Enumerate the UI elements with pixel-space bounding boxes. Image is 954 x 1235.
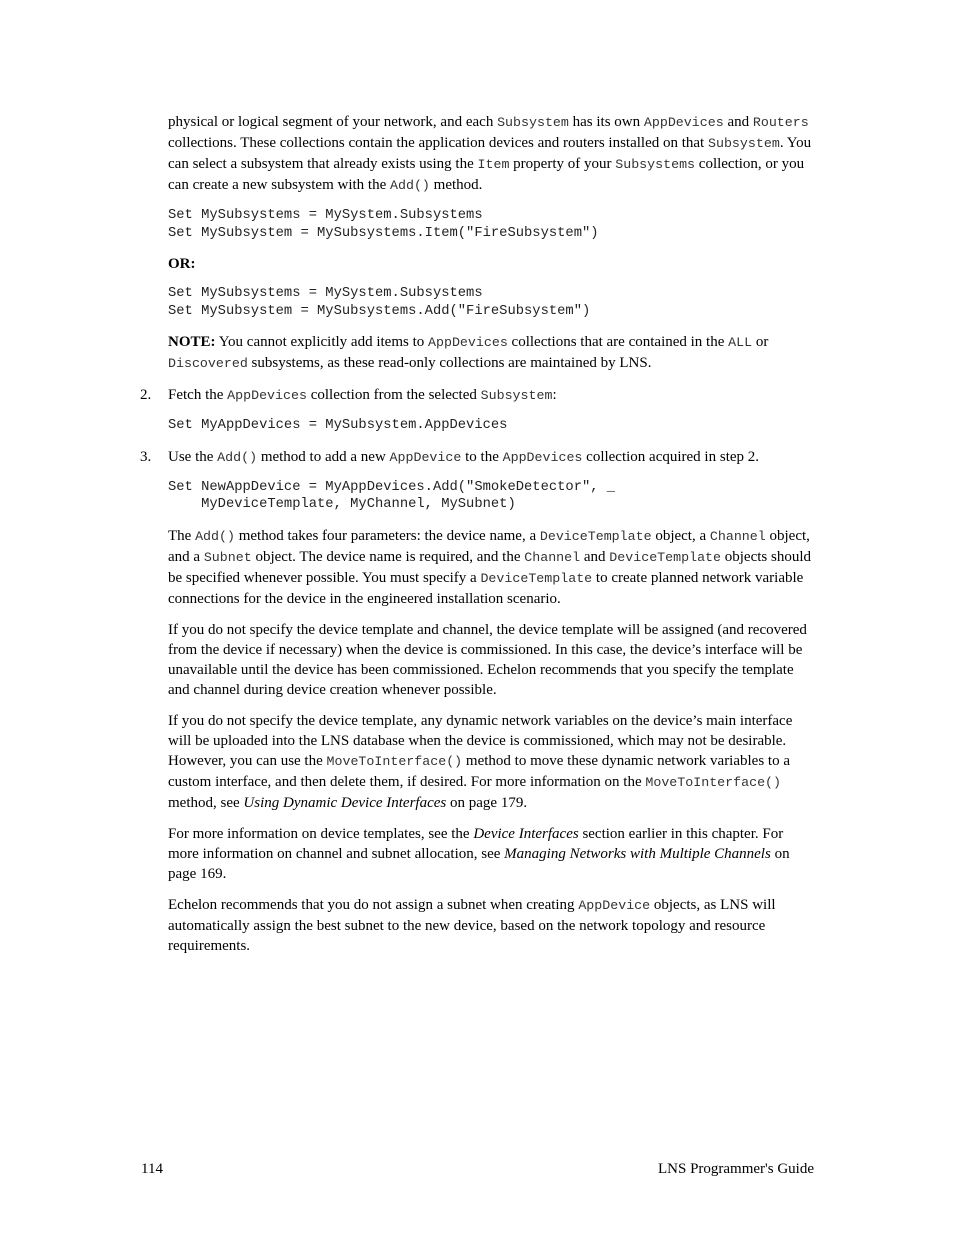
cross-reference: Device Interfaces [473, 825, 579, 842]
page-number: 114 [141, 1161, 163, 1177]
text: object, a [651, 527, 710, 544]
text: collections. These collections contain the application devices and routers installed on that [168, 135, 708, 151]
text: The [168, 527, 196, 544]
step-2-text [168, 385, 814, 406]
text: Echelon recommends that you do not assign a subnet when creating [168, 896, 579, 913]
code-term: Add() [195, 528, 235, 544]
text: or [752, 334, 769, 350]
note-label: NOTE: [168, 334, 216, 350]
code-term: MoveToInterface() [326, 753, 463, 769]
more-info-paragraph [168, 824, 814, 884]
text: to the [461, 448, 503, 465]
code-block-new-appdevice: Set NewAppDevice = MyAppDevices.Add("SmokeDetector", _ MyDeviceTemplate, MyChannel, MySubnet) [168, 479, 616, 512]
text: : [552, 387, 557, 403]
code-term: Add() [217, 449, 258, 465]
step-3 [140, 447, 814, 514]
subsystem-paragraph [168, 112, 814, 196]
code-block-appdevices: Set MyAppDevices = MySubsystem.AppDevices [168, 418, 508, 433]
text: method takes four parameters: the device name, a [234, 527, 540, 544]
code-term: Channel [709, 528, 766, 544]
text: on page 179. [446, 794, 528, 811]
code-term: AppDevice [578, 897, 651, 913]
code-term: DeviceTemplate [539, 528, 652, 544]
note-paragraph [168, 332, 814, 374]
text: If you do not specify the device template, any dynamic network variables on the device’s main interface will be uploaded into the LNS database when the device is commissioned, which may not be desirable. However, you can use the [168, 712, 793, 769]
code-term: AppDevices [428, 335, 508, 350]
text: method. [429, 177, 483, 193]
code-term: Routers [752, 115, 809, 130]
text: section earlier in this chapter. For more information on channel and subnet allocation, see [168, 825, 784, 862]
code-term: Item [477, 157, 510, 172]
text: collection, or you can create a new subsystem with the [168, 156, 805, 193]
text: For more information on device templates, see the [168, 825, 474, 842]
text: has its own [568, 114, 644, 130]
text: object. The device name is required, and the [251, 548, 525, 565]
code-term: Channel [524, 549, 581, 565]
code-term: Subnet [203, 549, 252, 565]
text: and [723, 114, 753, 130]
text: to create planned network variable connections for the device in the engineered installation scenario. [168, 569, 804, 607]
code-term: Subsystems [615, 157, 696, 172]
step-number: 2. [140, 387, 152, 403]
subnet-paragraph [168, 895, 814, 956]
text: method to add a new [257, 448, 390, 465]
text: property of your [509, 156, 616, 172]
text: collections that are contained in the [507, 334, 729, 350]
code-term: ALL [728, 335, 753, 350]
code-term: AppDevices [227, 388, 307, 403]
code-term: MoveToInterface() [645, 774, 782, 790]
code-term: DeviceTemplate [480, 570, 593, 586]
cross-reference: Managing Networks with Multiple Channels [504, 845, 771, 862]
code-term: Add() [390, 178, 430, 193]
or-label [168, 254, 814, 274]
step-2 [140, 385, 814, 435]
text: You cannot explicitly add items to [215, 334, 428, 350]
text: on page 169. [168, 845, 790, 882]
code-term: Subsystem [480, 388, 553, 403]
code-term: DeviceTemplate [609, 549, 722, 565]
code-block-item: Set MySubsystems = MySystem.Subsystems Set MySubsystem = MySubsystems.Item("FireSubsystem") [168, 208, 599, 241]
code-term: AppDevices [502, 449, 583, 465]
text: and [580, 548, 610, 565]
page-body [140, 112, 814, 967]
text: collection acquired in step 2. [582, 448, 760, 465]
text: Use the [168, 448, 218, 465]
template-paragraph: If you do not specify the device template and channel, the device template will be assigned (and recovered from the device if necessary) when the device is commissioned. In this case, the device’s interface will be unavailable until the device has been commissioned. Echelon recommends that you specify the template and channel during device creation whenever possible. [168, 621, 807, 698]
code-block-add: Set MySubsystems = MySystem.Subsystems Set MySubsystem = MySubsystems.Add("FireSubsystem") [168, 286, 591, 319]
or-text: OR: [168, 256, 196, 272]
code-term: Subsystem [707, 136, 780, 151]
text: Fetch the [168, 387, 228, 403]
text: collection from the selected [306, 387, 481, 403]
text: objects, as LNS will automatically assign the best subnet to the new device, based on the network topology and resource requirements. [168, 896, 776, 954]
text: physical or logical segment of your network, and each [168, 114, 498, 130]
code-term: Discovered [168, 356, 248, 371]
footer-title: LNS Programmer's Guide [657, 1161, 814, 1177]
step-number: 3. [140, 448, 152, 465]
code-term: Subsystem [497, 115, 569, 130]
text: objects should be specified whenever possible. You must specify a [168, 548, 812, 586]
text: method to move these dynamic network variables to a custom interface, and then delete them, if desired. For more information on the [168, 752, 790, 790]
cross-reference: Using Dynamic Device Interfaces [243, 794, 447, 811]
step-3-text [168, 447, 814, 468]
code-term: AppDevices [643, 115, 724, 130]
text: object, and a [168, 527, 810, 565]
text: subsystems, as these read-only collections are maintained by LNS. [247, 355, 652, 371]
code-term: AppDevice [389, 449, 462, 465]
dynamic-nv-paragraph [168, 711, 814, 813]
parameters-paragraph [168, 526, 814, 609]
text: . You can select a subsystem that already exists using the [168, 135, 812, 172]
text: method, see [168, 794, 244, 811]
